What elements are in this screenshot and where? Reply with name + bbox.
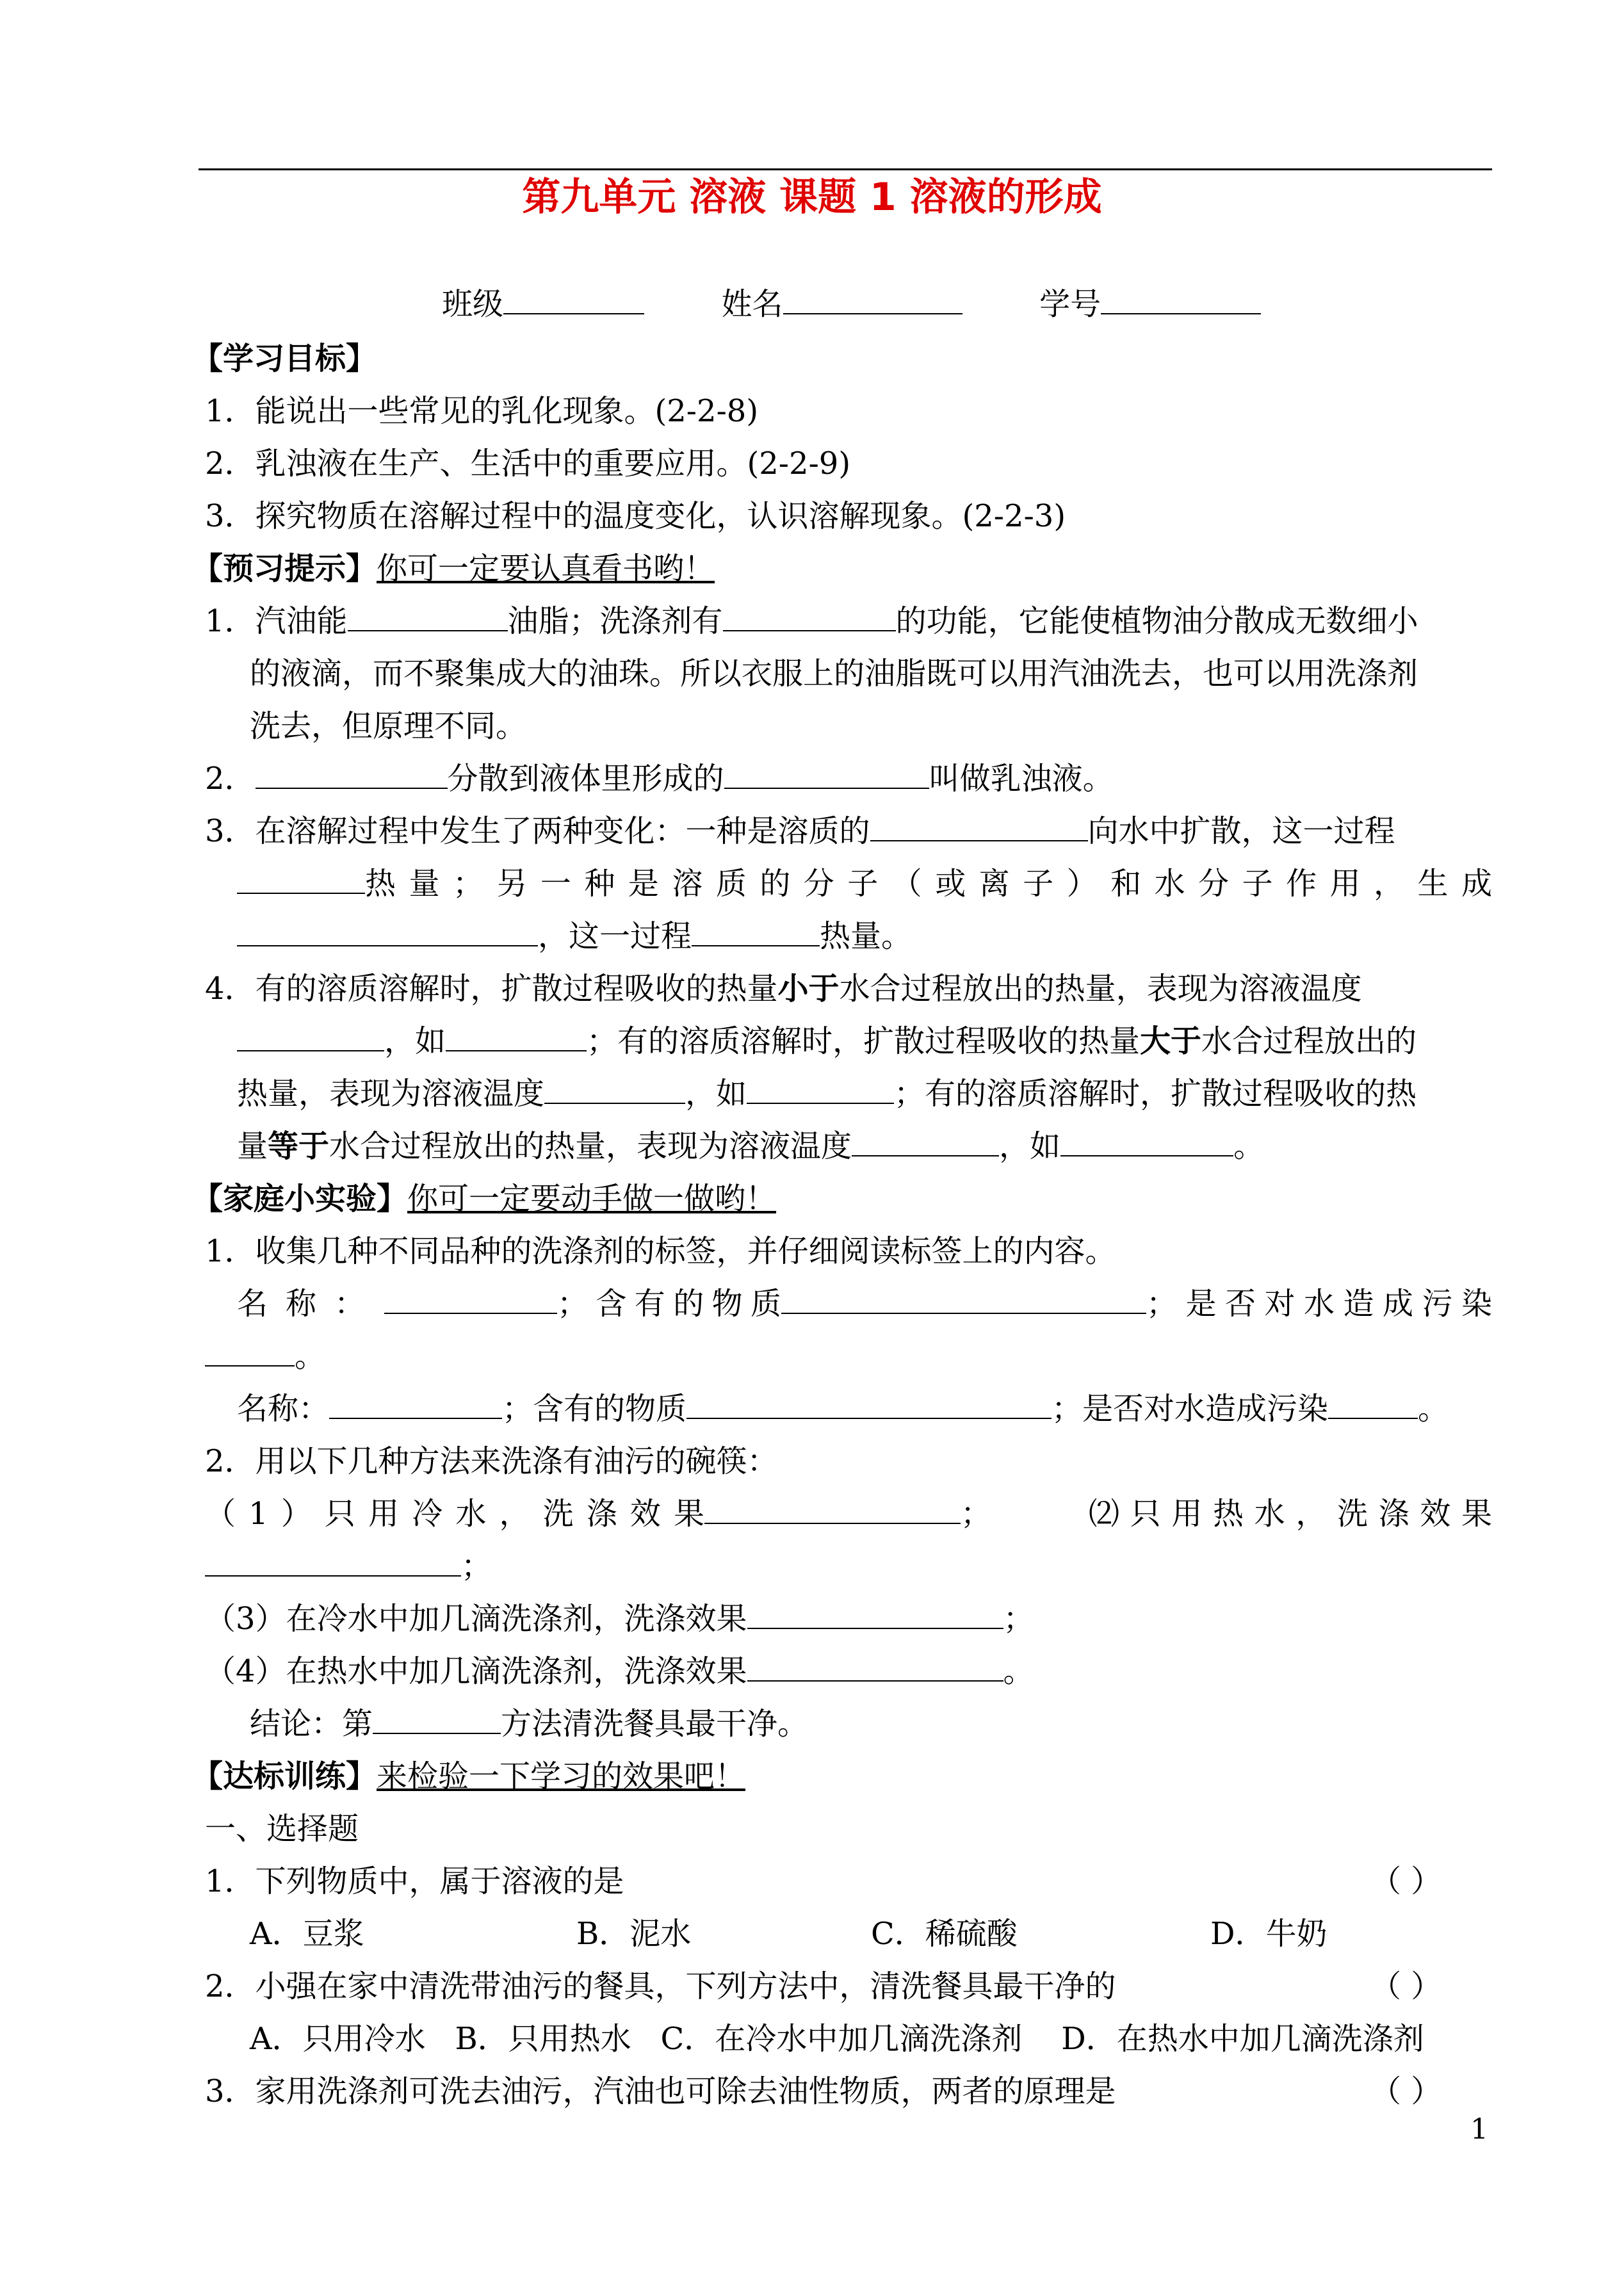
experiment-q2: 2．用以下几种方法来洗涤有油污的碗筷：	[205, 1443, 778, 1479]
answer-blank[interactable]	[747, 1600, 1003, 1629]
student-id-field[interactable]	[1101, 285, 1261, 314]
question-1: 1．下列物质中，属于溶液的是	[205, 1863, 624, 1899]
preview-q2: 2． 分散到液体里形成的 叫做乳浊液。	[205, 761, 1114, 797]
answer-blank[interactable]	[237, 864, 365, 894]
preview-q1-line3: 洗去，但原理不同。	[250, 708, 527, 744]
label-row-2: 名称： ；含有的物质 ；是否对水造成污染 。	[237, 1391, 1449, 1427]
preview-q3: 3．在溶解过程中发生了两种变化：一种是溶质的 向水中扩散，这一过程	[205, 813, 1395, 849]
answer-blank[interactable]	[329, 1390, 502, 1419]
option-d: D．牛奶	[1210, 1916, 1328, 1952]
answer-blank[interactable]	[205, 1547, 461, 1577]
answer-blank[interactable]	[384, 1285, 557, 1314]
question-3: 3．家用洗涤剂可洗去油污，汽油也可除去油性物质，两者的原理是	[205, 2073, 1116, 2109]
experiment-q1: 1．收集几种不同品种的洗涤剂的标签，并仔细阅读标签上的内容。	[205, 1233, 1116, 1269]
answer-paren[interactable]: （ ）	[1370, 1968, 1442, 2004]
preview-q4-line2: ，如 ；有的溶质溶解时，扩散过程吸收的热量大于水合过程放出的	[237, 1022, 1417, 1060]
section-title-preview: 【预习提示】	[192, 551, 377, 587]
section-tip: 你可一定要认真看书哟！	[377, 551, 715, 587]
method-row-1-end: ；	[205, 1547, 492, 1585]
answer-paren[interactable]: （ ）	[1370, 2073, 1442, 2109]
name-label: 姓名	[721, 286, 783, 322]
answer-blank[interactable]	[723, 602, 896, 631]
goal-item: 3．探究物质在溶解过程中的温度变化，认识溶解现象。(2-2-3)	[205, 498, 1066, 534]
answer-blank[interactable]	[852, 1127, 999, 1156]
section-title-experiment: 【家庭小实验】	[192, 1181, 408, 1217]
name-field[interactable]	[783, 285, 962, 314]
section-tip: 你可一定要动手做一做哟！	[407, 1181, 777, 1217]
preview-q3-line2: 热量；另一种是溶质的分子（或离子）和水分子作用，生成	[237, 864, 1492, 903]
answer-blank[interactable]	[686, 1390, 1052, 1419]
preview-q3-line3: ，这一过程 热量。	[237, 917, 912, 955]
answer-blank[interactable]	[373, 1705, 501, 1734]
answer-blank[interactable]	[781, 1285, 1146, 1314]
section-tip: 来检验一下学习的效果吧！	[377, 1758, 746, 1794]
answer-blank[interactable]	[704, 1495, 961, 1524]
question-2-options: A．只用冷水 B．只用热水 C．在冷水中加几滴洗涤剂 D．在热水中加几滴洗涤剂	[250, 2021, 1424, 2057]
section-experiment	[192, 1180, 776, 1218]
answer-blank[interactable]	[205, 1337, 295, 1366]
section-title-practice: 【达标训练】	[192, 1758, 377, 1794]
answer-blank[interactable]	[237, 1022, 384, 1051]
page-number: 1	[1470, 2113, 1488, 2146]
header-rule	[199, 168, 1492, 170]
conclusion-row: 结论：第 方法清洗餐具最干净。	[250, 1706, 809, 1742]
answer-paren[interactable]: （ ）	[1370, 1863, 1442, 1899]
id-label: 学号	[1039, 286, 1101, 322]
answer-blank[interactable]	[237, 917, 538, 946]
answer-blank[interactable]	[870, 812, 1088, 841]
preview-q1: 1．汽油能 油脂；洗涤剂有 的功能，它能使植物油分散成无数细小	[205, 603, 1418, 639]
section-title-goals: 【学习目标】	[192, 341, 377, 377]
option-b: B．泥水	[576, 1916, 692, 1952]
preview-q4-line4: 量等于水合过程放出的热量，表现为溶液温度 ，如 。	[237, 1128, 1265, 1164]
answer-blank[interactable]	[348, 602, 508, 631]
student-info-row	[442, 285, 1261, 323]
method-row-4: （4）在热水中加几滴洗涤剂，洗涤效果 。	[205, 1653, 1034, 1689]
answer-blank[interactable]	[747, 1652, 1003, 1682]
answer-blank[interactable]	[1328, 1390, 1418, 1419]
answer-blank[interactable]	[747, 1075, 894, 1104]
preview-q1-line2: 的液滴，而不聚集成大的油珠。所以衣服上的油脂既可以用汽油洗去，也可以用洗涤剂	[250, 656, 1418, 692]
answer-blank[interactable]	[724, 759, 929, 789]
class-field[interactable]	[503, 285, 644, 314]
answer-blank[interactable]	[446, 1022, 587, 1051]
preview-q4-line3: 热量，表现为溶液温度 ，如 ；有的溶质溶解时，扩散过程吸收的热	[237, 1076, 1417, 1112]
option-c: C．稀硫酸	[871, 1916, 1018, 1952]
part-heading: 一、选择题	[205, 1811, 359, 1847]
preview-q4: 4．有的溶质溶解时，扩散过程吸收的热量小于水合过程放出的热量，表现为溶液温度	[205, 971, 1362, 1007]
method-row-3: （3）在冷水中加几滴洗涤剂，洗涤效果 ；	[205, 1601, 1034, 1637]
answer-blank[interactable]	[1060, 1127, 1233, 1156]
goal-item: 2．乳浊液在生产、生活中的重要应用。(2-2-9)	[205, 446, 851, 482]
answer-blank[interactable]	[544, 1075, 685, 1104]
goal-item: 1．能说出一些常见的乳化现象。(2-2-8)	[205, 393, 759, 429]
option-a: A．豆浆	[250, 1916, 364, 1952]
label-row-1: 名称： ；含有的物质 ；是否对水造成污染	[237, 1286, 1492, 1322]
section-practice	[192, 1757, 745, 1796]
label-row-1-end: 。	[205, 1337, 325, 1375]
question-2: 2．小强在家中清洗带油污的餐具，下列方法中，清洗餐具最干净的	[205, 1968, 1116, 2004]
page-title: 第九单元 溶液 课题 1 溶液的形成	[522, 175, 1102, 220]
class-label: 班级	[442, 286, 504, 322]
method-row-1: （1）只用冷水，洗涤效果 ； ⑵只用热水，洗涤效果	[205, 1496, 1492, 1532]
answer-blank[interactable]	[692, 917, 820, 946]
answer-blank[interactable]	[256, 759, 448, 789]
section-preview	[192, 549, 715, 588]
